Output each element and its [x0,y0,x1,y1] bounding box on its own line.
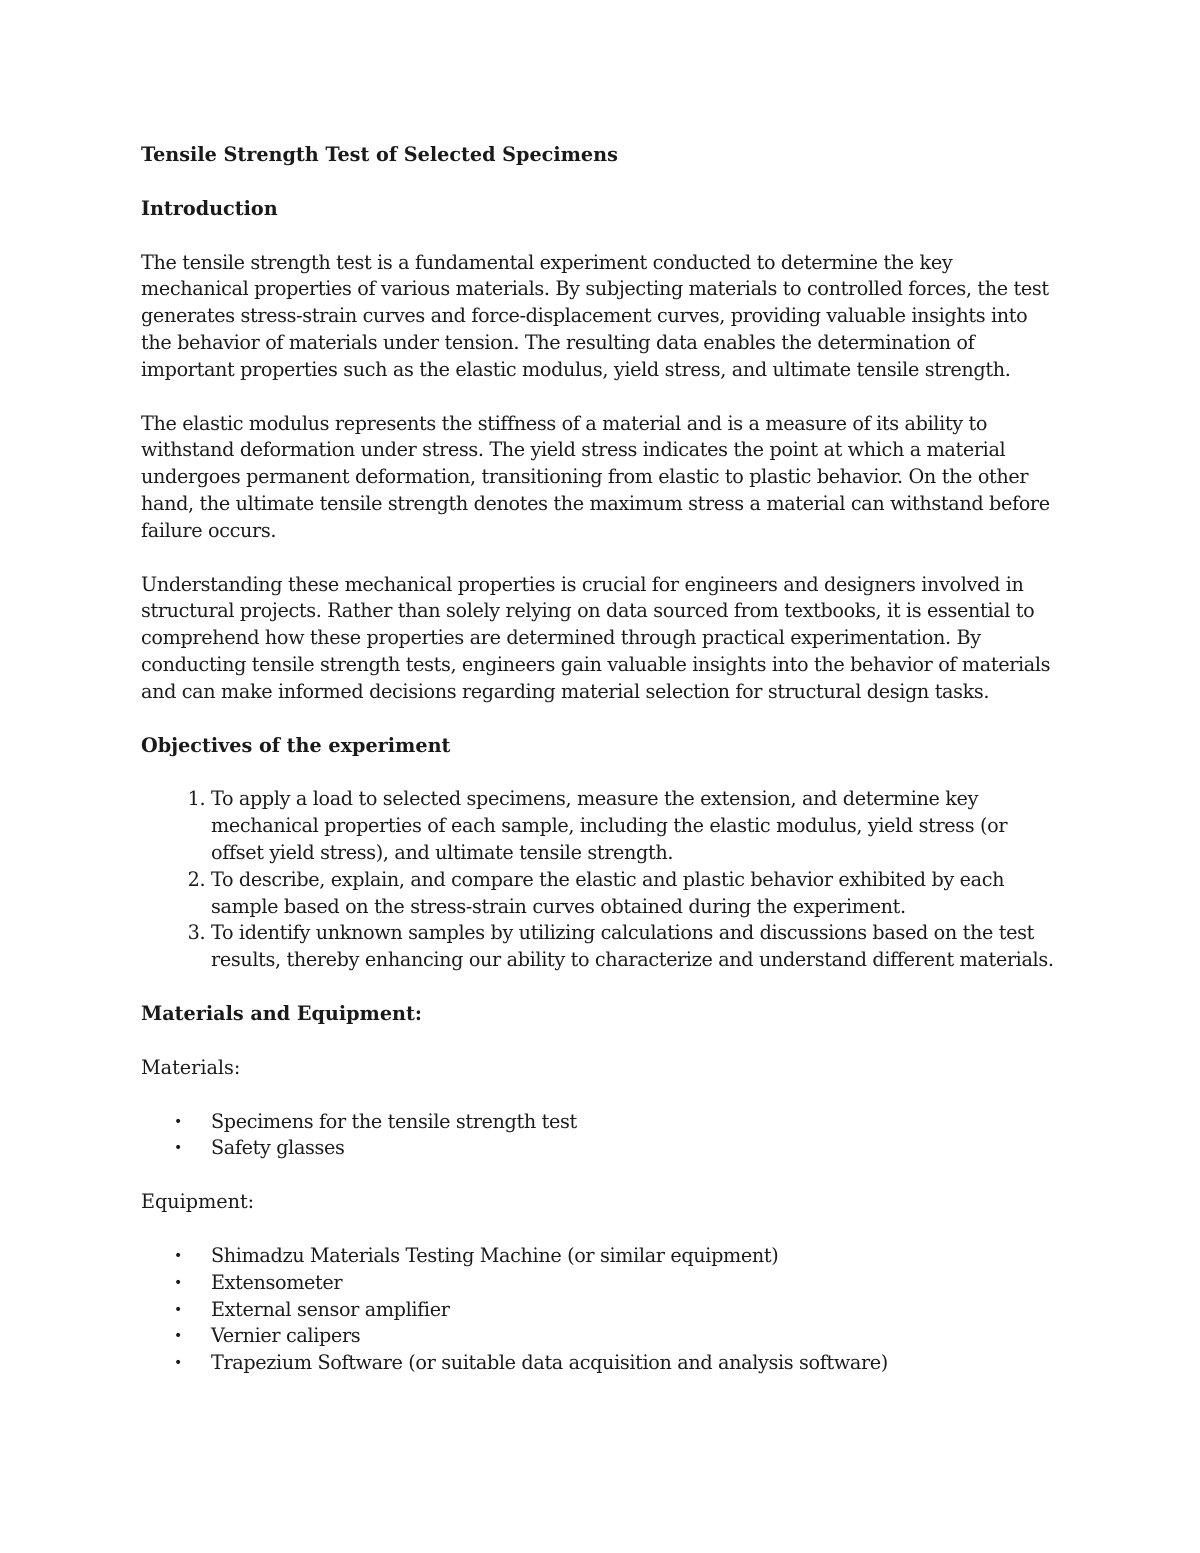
objectives-list [141,786,1061,974]
equipment-list-item [174,1297,1061,1324]
equipment-list [141,1243,1061,1377]
materials-list-item [174,1109,1061,1136]
equipment-item-text: External sensor amplifier [211,1297,450,1321]
equipment-item-text: Extensometer [211,1270,343,1294]
objectives-heading: Objectives of the experiment [141,733,451,757]
equipment-label: Equipment: [141,1190,255,1214]
introduction-heading: Introduction [141,196,278,220]
introduction-paragraph-2: The elastic modulus represents the stiffness of a material and is a measure of its ability to withstand deformation under stress. The yield stress indicates the point at which a material undergoes permanent deformation, transitioning from elastic to plastic behavior. On the other hand, the ultimate tensile strength denotes the maximum stress a material can withstand before failure occurs. [141,411,1050,542]
introduction-paragraph-3: Understanding these mechanical properties is crucial for engineers and designers involved in structural projects. Rather than solely relying on data sourced from textbooks, it is essential to comprehend how these properties are determined through practical experimentation. By conducting tensile strength tests, engineers gain valuable insights into the behavior of materials and can make informed decisions regarding material selection for structural design tasks. [141,572,1051,703]
equipment-list-item [174,1323,1061,1350]
bullet-icon: • [174,1328,182,1345]
objective-item: 2. To describe, explain, and compare the elastic and plastic behavior exhibited by each sample based on the stress-strain curves obtained during the experiment. [211,867,1061,921]
bullet-icon: • [174,1247,182,1264]
introduction-paragraph-1: The tensile strength test is a fundamental experiment conducted to determine the key mechanical properties of various materials. By subjecting materials to controlled forces, the test generates stress-strain curves and force-displacement curves, providing valuable insights into the behavior of materials under tension. The resulting data enables the determination of important properties such as the elastic modulus, yield stress, and ultimate tensile strength. [141,250,1049,381]
materials-list [141,1109,1061,1163]
bullet-icon: • [174,1140,182,1157]
bullet-icon: • [174,1274,182,1291]
equipment-list-item [174,1350,1061,1377]
document-content [141,142,1061,1404]
document-title: Tensile Strength Test of Selected Specimens [141,143,618,166]
bullet-icon: • [174,1301,182,1318]
objective-item: 1. To apply a load to selected specimens, measure the extension, and determine key mechanical properties of each sample, including the elastic modulus, yield stress (or offset yield stress), and ultimate tensile strength. [211,786,1061,866]
materials-item-text: Specimens for the tensile strength test [211,1109,577,1133]
equipment-item-text: Shimadzu Materials Testing Machine (or similar equipment) [211,1243,779,1267]
equipment-item-text: Trapezium Software (or suitable data acquisition and analysis software) [211,1351,888,1375]
equipment-list-item [174,1270,1061,1297]
materials-equipment-heading: Materials and Equipment: [141,1001,422,1025]
materials-item-text: Safety glasses [211,1136,345,1160]
materials-label: Materials: [141,1055,241,1079]
equipment-list-item [174,1243,1061,1270]
objective-item: 3. To identify unknown samples by utilizing calculations and discussions based on the test results, thereby enhancing our ability to characterize and understand different materials. [211,920,1061,974]
bullet-icon: • [174,1113,182,1130]
equipment-item-text: Vernier calipers [211,1324,361,1348]
materials-list-item [174,1135,1061,1162]
bullet-icon: • [174,1355,182,1372]
